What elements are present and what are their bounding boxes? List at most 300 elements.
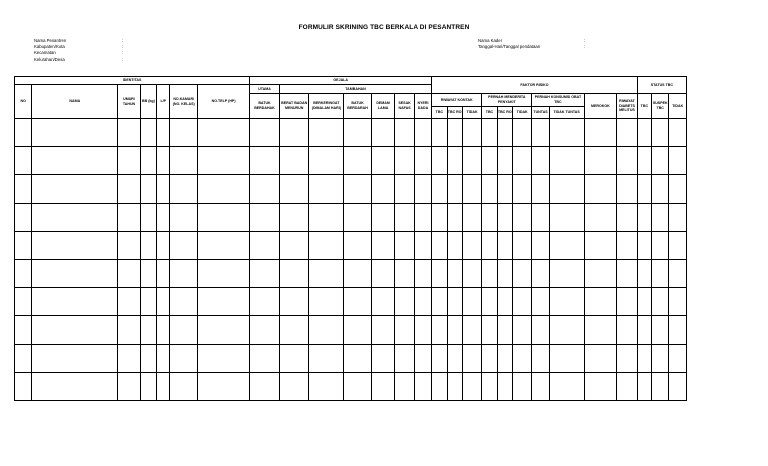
table-cell[interactable] — [584, 147, 617, 175]
table-cell[interactable] — [250, 344, 280, 372]
table-cell[interactable] — [344, 316, 372, 344]
table-cell[interactable] — [309, 231, 344, 259]
table-cell[interactable] — [532, 175, 549, 203]
table-cell[interactable] — [170, 259, 198, 287]
meta-colon: : — [584, 44, 586, 50]
table-cell[interactable] — [157, 344, 170, 372]
table-cell[interactable] — [414, 119, 431, 147]
table-cell[interactable] — [617, 372, 637, 400]
header-bb: BB (kg) — [140, 85, 156, 119]
table-cell[interactable] — [462, 372, 481, 400]
table-cell[interactable] — [118, 344, 140, 372]
table-cell[interactable] — [652, 372, 669, 400]
table-cell[interactable] — [395, 119, 414, 147]
table-cell[interactable] — [584, 372, 617, 400]
table-cell[interactable] — [617, 147, 637, 175]
header-konsumsi-tidak-tuntas: TIDAK TUNTAS — [549, 107, 584, 119]
table-cell[interactable] — [462, 316, 481, 344]
table-cell[interactable] — [15, 372, 32, 400]
table-row — [15, 344, 687, 372]
table-cell[interactable] — [549, 372, 584, 400]
header-suspek: SUSPEK TBC — [652, 94, 669, 119]
table-cell[interactable] — [512, 316, 531, 344]
meta-label: Kecamatan — [34, 50, 56, 56]
table-cell[interactable] — [371, 288, 395, 316]
table-cell[interactable] — [447, 372, 462, 400]
table-cell[interactable] — [32, 372, 118, 400]
table-cell[interactable] — [309, 175, 344, 203]
table-cell[interactable] — [637, 203, 651, 231]
table-row — [15, 175, 687, 203]
table-cell[interactable] — [414, 175, 431, 203]
table-cell[interactable] — [32, 316, 118, 344]
table-cell[interactable] — [447, 147, 462, 175]
meta-right-block — [478, 38, 585, 50]
table-cell[interactable] — [157, 203, 170, 231]
table-cell[interactable] — [157, 119, 170, 147]
table-cell[interactable] — [140, 175, 156, 203]
table-cell[interactable] — [497, 175, 512, 203]
table-cell[interactable] — [482, 231, 497, 259]
table-cell[interactable] — [344, 288, 372, 316]
table-cell[interactable] — [414, 231, 431, 259]
table-cell[interactable] — [140, 372, 156, 400]
table-cell[interactable] — [432, 372, 447, 400]
table-cell[interactable] — [432, 288, 447, 316]
table-cell[interactable] — [617, 119, 637, 147]
table-cell[interactable] — [637, 147, 651, 175]
table-cell[interactable] — [279, 316, 309, 344]
table-row — [15, 231, 687, 259]
table-cell[interactable] — [344, 372, 372, 400]
table-cell[interactable] — [512, 147, 531, 175]
table-cell[interactable] — [482, 259, 497, 287]
table-cell[interactable] — [198, 372, 250, 400]
table-cell[interactable] — [447, 316, 462, 344]
table-cell[interactable] — [344, 231, 372, 259]
table-cell[interactable] — [157, 288, 170, 316]
table-cell[interactable] — [432, 175, 447, 203]
table-cell[interactable] — [584, 203, 617, 231]
header-no-kamar: NO.KAMAR/ (NO. KELAS) — [170, 85, 198, 119]
table-cell[interactable] — [462, 175, 481, 203]
table-cell[interactable] — [344, 119, 372, 147]
table-cell[interactable] — [32, 288, 118, 316]
table-cell[interactable] — [140, 147, 156, 175]
table-cell[interactable] — [395, 231, 414, 259]
table-cell[interactable] — [532, 231, 549, 259]
table-cell[interactable] — [584, 344, 617, 372]
table-cell[interactable] — [15, 175, 32, 203]
table-cell[interactable] — [309, 147, 344, 175]
table-cell[interactable] — [32, 344, 118, 372]
table-cell[interactable] — [371, 372, 395, 400]
table-cell[interactable] — [482, 372, 497, 400]
meta-colon: : — [122, 56, 124, 62]
table-cell[interactable] — [279, 175, 309, 203]
table-cell[interactable] — [250, 259, 280, 287]
table-cell[interactable] — [447, 259, 462, 287]
table-cell[interactable] — [669, 119, 687, 147]
table-cell[interactable] — [395, 288, 414, 316]
table-cell[interactable] — [309, 316, 344, 344]
table-cell[interactable] — [250, 119, 280, 147]
table-cell[interactable] — [371, 259, 395, 287]
table-cell[interactable] — [157, 372, 170, 400]
table-cell[interactable] — [15, 316, 32, 344]
table-cell[interactable] — [170, 316, 198, 344]
table-cell[interactable] — [395, 259, 414, 287]
table-cell[interactable] — [432, 344, 447, 372]
table-cell[interactable] — [15, 344, 32, 372]
table-cell[interactable] — [512, 175, 531, 203]
table-cell[interactable] — [309, 259, 344, 287]
table-cell[interactable] — [371, 203, 395, 231]
table-cell[interactable] — [549, 288, 584, 316]
table-cell[interactable] — [140, 231, 156, 259]
table-cell[interactable] — [497, 147, 512, 175]
table-cell[interactable] — [279, 147, 309, 175]
table-cell[interactable] — [462, 203, 481, 231]
header-konsumsi-tuntas: TUNTAS — [532, 107, 549, 119]
table-cell[interactable] — [497, 288, 512, 316]
table-cell[interactable] — [497, 119, 512, 147]
table-cell[interactable] — [198, 175, 250, 203]
table-cell[interactable] — [32, 231, 118, 259]
table-cell[interactable] — [637, 288, 651, 316]
table-cell[interactable] — [250, 288, 280, 316]
table-cell[interactable] — [584, 316, 617, 344]
table-cell[interactable] — [512, 288, 531, 316]
table-cell[interactable] — [395, 175, 414, 203]
table-cell[interactable] — [279, 259, 309, 287]
header-berat-badan: BERAT BADAN MENURUN — [279, 94, 309, 119]
table-cell[interactable] — [462, 344, 481, 372]
table-cell[interactable] — [652, 259, 669, 287]
table-cell[interactable] — [170, 147, 198, 175]
table-cell[interactable] — [652, 231, 669, 259]
table-cell[interactable] — [669, 259, 687, 287]
table-cell[interactable] — [652, 119, 669, 147]
meta-row — [34, 57, 123, 63]
table-cell[interactable] — [669, 372, 687, 400]
table-cell[interactable] — [15, 259, 32, 287]
table-cell[interactable] — [462, 147, 481, 175]
table-cell[interactable] — [512, 259, 531, 287]
meta-label: Kabupaten/Kota — [34, 44, 65, 50]
table-cell[interactable] — [617, 203, 637, 231]
table-row — [15, 372, 687, 400]
table-cell[interactable] — [584, 119, 617, 147]
table-cell[interactable] — [447, 231, 462, 259]
table-cell[interactable] — [549, 119, 584, 147]
table-cell[interactable] — [250, 203, 280, 231]
table-cell[interactable] — [447, 175, 462, 203]
table-cell[interactable] — [371, 175, 395, 203]
table-cell[interactable] — [198, 203, 250, 231]
table-cell[interactable] — [371, 344, 395, 372]
table-cell[interactable] — [118, 288, 140, 316]
table-cell[interactable] — [669, 175, 687, 203]
table-cell[interactable] — [15, 119, 32, 147]
table-cell[interactable] — [497, 259, 512, 287]
table-cell[interactable] — [482, 203, 497, 231]
table-cell[interactable] — [482, 175, 497, 203]
table-cell[interactable] — [170, 288, 198, 316]
meta-label: Nama Pesantren — [34, 38, 67, 43]
header-faktor-risiko: FAKTOR RISIKO — [432, 77, 638, 94]
table-cell[interactable] — [371, 316, 395, 344]
table-cell[interactable] — [279, 372, 309, 400]
header-gejala: GEJALA — [250, 77, 432, 85]
table-cell[interactable] — [15, 288, 32, 316]
table-cell[interactable] — [549, 203, 584, 231]
table-cell[interactable] — [482, 147, 497, 175]
table-cell[interactable] — [584, 259, 617, 287]
table-cell[interactable] — [198, 259, 250, 287]
table-cell[interactable] — [617, 231, 637, 259]
table-cell[interactable] — [198, 119, 250, 147]
table-cell[interactable] — [15, 147, 32, 175]
table-cell[interactable] — [669, 316, 687, 344]
table-cell[interactable] — [532, 203, 549, 231]
table-cell[interactable] — [447, 288, 462, 316]
table-cell[interactable] — [652, 288, 669, 316]
table-cell[interactable] — [497, 231, 512, 259]
table-cell[interactable] — [198, 316, 250, 344]
table-cell[interactable] — [532, 147, 549, 175]
table-cell[interactable] — [432, 231, 447, 259]
table-cell[interactable] — [140, 288, 156, 316]
meta-colon: : — [122, 38, 124, 43]
table-cell[interactable] — [512, 203, 531, 231]
table-cell[interactable] — [279, 203, 309, 231]
table-cell[interactable] — [549, 231, 584, 259]
table-cell[interactable] — [157, 231, 170, 259]
meta-colon: : — [122, 44, 124, 50]
table-cell[interactable] — [447, 119, 462, 147]
table-cell[interactable] — [584, 175, 617, 203]
table-cell[interactable] — [482, 288, 497, 316]
table-cell[interactable] — [279, 288, 309, 316]
table-cell[interactable] — [637, 316, 651, 344]
table-cell[interactable] — [170, 344, 198, 372]
table-cell[interactable] — [32, 175, 118, 203]
table-cell[interactable] — [395, 147, 414, 175]
table-cell[interactable] — [344, 259, 372, 287]
table-cell[interactable] — [118, 147, 140, 175]
table-cell[interactable] — [118, 231, 140, 259]
table-cell[interactable] — [140, 344, 156, 372]
table-cell[interactable] — [170, 119, 198, 147]
table-cell[interactable] — [482, 344, 497, 372]
table-cell[interactable] — [512, 344, 531, 372]
table-cell[interactable] — [140, 203, 156, 231]
table-cell[interactable] — [250, 147, 280, 175]
table-cell[interactable] — [198, 344, 250, 372]
table-cell[interactable] — [462, 119, 481, 147]
table-cell[interactable] — [250, 175, 280, 203]
table-cell[interactable] — [344, 175, 372, 203]
table-cell[interactable] — [512, 372, 531, 400]
table-cell[interactable] — [414, 203, 431, 231]
table-cell[interactable] — [584, 288, 617, 316]
table-row — [15, 147, 687, 175]
table-cell[interactable] — [549, 147, 584, 175]
table-cell[interactable] — [140, 119, 156, 147]
table-cell[interactable] — [15, 231, 32, 259]
table-cell[interactable] — [497, 316, 512, 344]
header-riwayat-kontak: RIWAYAT KONTAK — [432, 94, 482, 107]
table-cell[interactable] — [447, 203, 462, 231]
header-utama: UTAMA — [250, 85, 280, 94]
table-cell[interactable] — [497, 203, 512, 231]
table-cell[interactable] — [250, 372, 280, 400]
table-cell[interactable] — [652, 147, 669, 175]
table-cell[interactable] — [414, 316, 431, 344]
table-cell[interactable] — [512, 119, 531, 147]
table-cell[interactable] — [32, 147, 118, 175]
table-cell[interactable] — [140, 316, 156, 344]
table-cell[interactable] — [462, 231, 481, 259]
table-cell[interactable] — [652, 344, 669, 372]
table-cell[interactable] — [669, 203, 687, 231]
table-cell[interactable] — [549, 175, 584, 203]
table-cell[interactable] — [170, 231, 198, 259]
table-cell[interactable] — [371, 119, 395, 147]
table-cell[interactable] — [617, 316, 637, 344]
table-cell[interactable] — [118, 259, 140, 287]
table-cell[interactable] — [309, 119, 344, 147]
table-cell[interactable] — [637, 372, 651, 400]
table-cell[interactable] — [512, 231, 531, 259]
table-cell[interactable] — [549, 344, 584, 372]
table-cell[interactable] — [414, 259, 431, 287]
table-cell[interactable] — [532, 119, 549, 147]
table-cell[interactable] — [32, 259, 118, 287]
table-cell[interactable] — [250, 316, 280, 344]
table-cell[interactable] — [617, 344, 637, 372]
table-cell[interactable] — [371, 231, 395, 259]
table-cell[interactable] — [198, 231, 250, 259]
table-cell[interactable] — [344, 203, 372, 231]
table-cell[interactable] — [532, 259, 549, 287]
table-cell[interactable] — [118, 203, 140, 231]
table-cell[interactable] — [669, 288, 687, 316]
table-cell[interactable] — [395, 344, 414, 372]
table-cell[interactable] — [118, 316, 140, 344]
table-cell[interactable] — [432, 259, 447, 287]
table-cell[interactable] — [669, 231, 687, 259]
table-cell[interactable] — [432, 147, 447, 175]
table-cell[interactable] — [250, 231, 280, 259]
header-nama: NAMA — [32, 85, 118, 119]
table-cell[interactable] — [532, 372, 549, 400]
table-cell[interactable] — [118, 372, 140, 400]
table-cell[interactable] — [157, 175, 170, 203]
table-cell[interactable] — [652, 316, 669, 344]
table-cell[interactable] — [432, 119, 447, 147]
table-cell[interactable] — [395, 316, 414, 344]
table-cell[interactable] — [309, 288, 344, 316]
table-cell[interactable] — [532, 288, 549, 316]
table-cell[interactable] — [584, 231, 617, 259]
table-cell[interactable] — [198, 288, 250, 316]
table-cell[interactable] — [140, 259, 156, 287]
table-cell[interactable] — [549, 316, 584, 344]
table-cell[interactable] — [532, 344, 549, 372]
table-cell[interactable] — [637, 259, 651, 287]
table-cell[interactable] — [157, 259, 170, 287]
table-cell[interactable] — [617, 288, 637, 316]
table-cell[interactable] — [395, 203, 414, 231]
table-cell[interactable] — [617, 175, 637, 203]
header-no-telp: NO.TELP (HP) — [198, 85, 250, 119]
table-cell[interactable] — [617, 259, 637, 287]
table-cell[interactable] — [118, 119, 140, 147]
table-cell[interactable] — [462, 259, 481, 287]
table-cell[interactable] — [170, 175, 198, 203]
table-cell[interactable] — [344, 147, 372, 175]
table-cell[interactable] — [652, 203, 669, 231]
meta-label: Tanggal-Hari/Tanggal pendataan — [478, 44, 541, 50]
table-cell[interactable] — [414, 372, 431, 400]
table-cell[interactable] — [309, 344, 344, 372]
table-cell[interactable] — [118, 175, 140, 203]
table-cell[interactable] — [279, 119, 309, 147]
header-sesak: SESAK NAFAS — [395, 94, 414, 119]
table-cell[interactable] — [497, 344, 512, 372]
header-tambahan: TAMBAHAN — [279, 85, 431, 94]
table-cell[interactable] — [414, 288, 431, 316]
table-cell[interactable] — [497, 372, 512, 400]
table-cell[interactable] — [157, 316, 170, 344]
table-cell[interactable] — [669, 344, 687, 372]
table-cell[interactable] — [414, 344, 431, 372]
table-cell[interactable] — [482, 316, 497, 344]
table-cell[interactable] — [309, 203, 344, 231]
table-cell[interactable] — [637, 119, 651, 147]
table-cell[interactable] — [432, 203, 447, 231]
table-cell[interactable] — [170, 372, 198, 400]
table-cell[interactable] — [157, 147, 170, 175]
table-cell[interactable] — [279, 231, 309, 259]
table-cell[interactable] — [652, 175, 669, 203]
table-cell[interactable] — [32, 119, 118, 147]
table-cell[interactable] — [669, 147, 687, 175]
table-cell[interactable] — [279, 344, 309, 372]
table-cell[interactable] — [15, 203, 32, 231]
table-cell[interactable] — [432, 316, 447, 344]
table-row — [15, 203, 687, 231]
table-cell[interactable] — [637, 175, 651, 203]
table-cell[interactable] — [637, 231, 651, 259]
table-cell[interactable] — [532, 316, 549, 344]
table-cell[interactable] — [637, 344, 651, 372]
table-cell[interactable] — [309, 372, 344, 400]
table-cell[interactable] — [414, 147, 431, 175]
table-cell[interactable] — [198, 147, 250, 175]
table-cell[interactable] — [371, 147, 395, 175]
table-cell[interactable] — [170, 203, 198, 231]
table-cell[interactable] — [395, 372, 414, 400]
table-cell[interactable] — [549, 259, 584, 287]
table-cell[interactable] — [482, 119, 497, 147]
table-cell[interactable] — [447, 344, 462, 372]
table-cell[interactable] — [32, 203, 118, 231]
table-cell[interactable] — [344, 344, 372, 372]
table-cell[interactable] — [462, 288, 481, 316]
